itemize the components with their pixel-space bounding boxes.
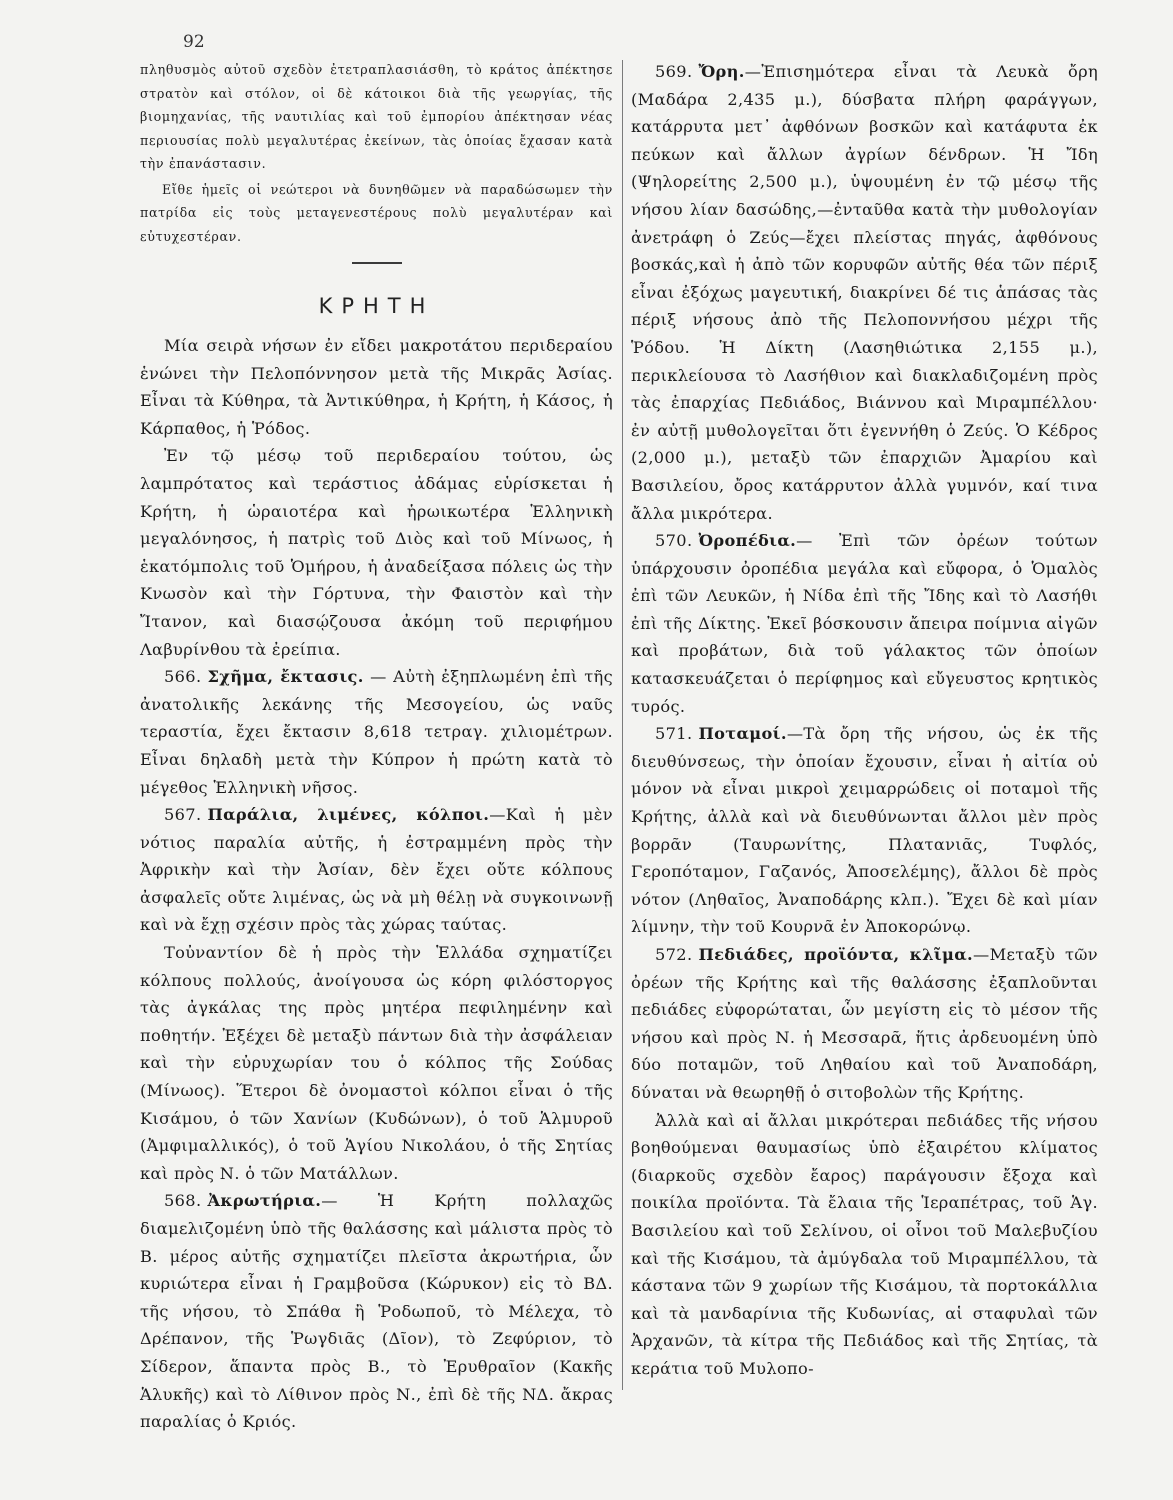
paragraph-567 — [140, 801, 613, 939]
paragraph-571 — [631, 720, 1098, 941]
paragraph-text: —Ἐπισημότερα εἶναι τὰ Λευκὰ ὄρη (Μαδάρα 2,435 μ.), δύσβατα πλήρη φαράγγων, κατάρρυτα μετ᾽ ἀφθόνων βοσκῶν καὶ κατάφυτα ἐκ πεύκων καὶ ἄλλων ἀγρίων δένδρων. Ἡ Ἴδη (Ψηλορείτης 2,500 μ.), ὑψουμένη ἐν τῷ μέσῳ τῆς νήσου λίαν δασώδης,—ἐνταῦθα κατὰ τὴν μυθολογίαν ἀνετράφη ὁ Ζεύς—ἔχει πλείστας πηγάς, ἀφθόνους βοσκάς,καὶ ἡ ἀπὸ τῶν κορυφῶν αὐτῆς θέα τῶν πέριξ εἶναι ἐξόχως μαγευτική, διακρίνει δέ τις ἁπάσας τὰς πέριξ νήσους ἀπὸ τῆς Πελοποννήσου μέχρι τῆς Ῥόδου. Ἡ Δίκτη (Λασηθιώτικα 2,155 μ.), περικλείουσα τὸ Λασήθιον καὶ διακλαδιζομένη πρὸς τὰς ἐπαρχίας Πεδιάδος, Βιάννου καὶ Μιραμπέλλου· ἐν αὐτῇ μυθολογεῖται ὅτι ἐγεννήθη ὁ Ζεύς. Ὁ Κέδρος (2,000 μ.), μεταξὺ τῶν ἐπαρχιῶν Ἀμαρίου καὶ Βασιλείου, ὄρος κατάρρυτον ἀλλὰ γυμνόν, καί τινα ἄλλα μικρότερα. — [631, 62, 1098, 523]
paragraph-text: Ἀλλὰ καὶ αἱ ἄλλαι μικρότεραι πεδιάδες τῆς νήσου βοηθούμεναι θαυμασίως ὑπὸ ἐξαιρέτου κλίματος (διαρκοῦς σχεδὸν ἔαρος) παράγουσιν ἔξοχα καὶ ποικίλα προϊόντα. Τὰ ἔλαια τῆς Ἱεραπέτρας, τοῦ Ἁγ. Βασιλείου καὶ τοῦ Σελίνου, οἱ οἶνοι τοῦ Μαλεβυζίου καὶ τῆς Κισάμου, τὰ ἀμύγδαλα τοῦ Μιραμπέλλου, τὰ κάστανα τῶν 9 χωρίων τῆς Κισάμου, τὰ πορτοκάλλια καὶ τὰ μανδαρίνια τῆς Κυδωνίας, αἱ σταφυλαὶ τῶν Ἀρχανῶν, τὰ κίτρα τῆς Πεδιάδος καὶ τῆς Σητίας, τὰ κεράτια τοῦ Μυλοπο- — [631, 1110, 1098, 1378]
column-rule — [622, 60, 623, 1390]
paragraph-heading: Ἀκρωτήρια. — [207, 1191, 322, 1211]
paragraph-heading: Πεδιάδες, προϊόντα, κλῖμα. — [698, 945, 974, 964]
paragraph-text: — Αὐτὴ ἐξηπλωμένη ἐπὶ τῆς ἀνατολικῆς λεκάνης τῆς Μεσογείου, ὡς ναῦς τεραστία, ἔχει ἔκτασιν 8,618 τετραγ. χιλιομέτρων. Εἶναι δηλαδὴ μετὰ τὴν Κύπρον ἡ πρώτη κατὰ τὸ μέγεθος Ἑλληνικὴ νῆσος. — [140, 667, 613, 797]
intro-text — [140, 58, 613, 248]
paragraph-text: — Ἐπὶ τῶν ὀρέων τούτων ὑπάρχουσιν ὀροπέδια μεγάλα καὶ εὔφορα, ὁ Ὁμαλὸς ἐπὶ τῶν Λευκῶν, ἡ Νίδα ἐπὶ τῆς Ἴδης καὶ τὸ Λασήθι ἐπὶ τῆς Δίκτης. Ἐκεῖ βόσκουσιν ἄπειρα ποίμνια αἰγῶν καὶ προβάτων, διὰ τοῦ γάλακτος τῶν ὁποίων κατασκευάζεται ὁ περίφημος καὶ εὔγευστος κρητικὸς τυρός. — [631, 531, 1098, 716]
paragraph-heading: Ὀροπέδια. — [698, 531, 797, 551]
section-divider — [352, 262, 402, 264]
paragraph-572 — [631, 941, 1098, 1107]
paragraph-text: —Τὰ ὄρη τῆς νήσου, ὡς ἐκ τῆς διευθύνσεως, τὴν ὁποίαν ἔχουσιν, εἶναι ἡ αἰτία οὐ μόνον νὰ εἶναι μικροὶ χειμαρρώδεις οἱ ποταμοὶ τῆς Κρήτης, ἀλλὰ καὶ νὰ διευθύνωνται ἄλλοι μὲν πρὸς βορρᾶν (Ταυρωνίτης, Πλατανιᾶς, Τυφλός, Γεροπόταμον, Γαζανός, Ἀποσελέμης), ἄλλοι δὲ πρὸς νότον (Ληθαῖος, Ἀναποδάρης κλπ.). Ἔχει δὲ καὶ μίαν λίμνην, τὴν τοῦ Κουρνᾶ ἐν Ἀποκορώνῳ. — [631, 724, 1098, 937]
section-heading-crete: ΚΡΗΤΗ — [318, 294, 435, 318]
right-column — [631, 58, 1098, 1383]
paragraph-text: Τοὐναντίον δὲ ἡ πρὸς τὴν Ἑλλάδα σχηματίζει κόλπους πολλούς, ἀνοίγουσα ὡς κόρη φιλόστοργος τὰς ἀγκάλας της πρὸς μητέρα πεφιλημένην καὶ ποθητήν. Ἐξέχει δὲ μεταξὺ πάντων διὰ τὴν ἀσφάλειαν καὶ τὴν εὐρυχωρίαν του ὁ κόλπος τῆς Σούδας (Μίνωος). Ἕτεροι δὲ ὀνομαστοὶ κόλποι εἶναι ὁ τῆς Κισάμου, ὁ τῶν Χανίων (Κυδώνων), ὁ τοῦ Ἁλμυροῦ (Ἀμφιμαλλικός), ὁ τοῦ Ἁγίου Νικολάου, ὁ τῆς Σητίας καὶ πρὸς Ν. ὁ τῶν Ματάλλων. — [140, 943, 613, 1183]
paragraph-text: —Μεταξὺ τῶν ὀρέων τῆς Κρήτης καὶ τῆς θαλάσσης ἐξαπλοῦνται πεδιάδες εὐφορώταται, ὧν μεγίστη εἰς τὸ μέσον τῆς νήσου καὶ πρὸς Ν. ἡ Μεσσαρᾶ, ἥτις ἀρδευομένη ὑπὸ δύο ποταμῶν, τοῦ Ληθαίου καὶ τοῦ Ἀναποδάρη, δύναται νὰ θεωρηθῇ ὁ σιτοβολὼν τῆς Κρήτης. — [631, 945, 1098, 1102]
paragraph — [140, 442, 613, 663]
right-body — [631, 58, 1098, 1383]
paragraph-heading: Ὄρη. — [698, 62, 745, 81]
paragraph-text: — Ἡ Κρήτη πολλαχῶς διαμελιζομένη ὑπὸ τῆς θαλάσσης καὶ μάλιστα πρὸς τὸ Β. μέρος αὐτῆς σχηματίζει πλεῖστα ἀκρωτήρια, ὧν κυριώτερα εἶναι ἡ Γραμβοῦσα (Κώρυκον) εἰς τὸ ΒΔ. τῆς νήσου, τὸ Σπάθα ἢ Ῥοδωποῦ, τὸ Μέλεχα, τὸ Δρέπανον, τῆς Ῥωγδιᾶς (Δῖον), τὸ Ζεφύριον, τὸ Σίδερον, ἅπαντα πρὸς Β., τὸ Ἐρυθραῖον (Κακῆς Ἁλυκῆς) καὶ τὸ Λίθινον πρὸς Ν., ἐπὶ δὲ τῆς ΝΔ. ἄκρας παραλίας ὁ Κριός. — [140, 1191, 613, 1432]
paragraph-text: —Καὶ ἡ μὲν νότιος παραλία αὐτῆς, ἡ ἐστραμμένη πρὸς τὴν Ἀφρικὴν καὶ τὴν Ἀσίαν, δὲν ἔχει οὔτε κόλπους ἀσφαλεῖς οὔτε λιμένας, ὡς νὰ μὴ θέλῃ νὰ συγκοινωνῇ καὶ νὰ ἔχῃ σχέσιν πρὸς τὰς χώρας ταύτας. — [140, 805, 613, 935]
paragraph-number: 569. — [655, 62, 693, 81]
paragraph-number: 567. — [164, 805, 202, 825]
paragraph-570 — [631, 527, 1098, 720]
paragraph — [631, 1107, 1098, 1383]
paragraph-heading: Ποταμοί. — [698, 724, 787, 744]
intro-paragraph: πληθυσμὸς αὐτοῦ σχεδὸν ἐτετραπλασιάσθη, τὸ κράτος ἀπέκτησε στρατὸν καὶ στόλον, οἱ δὲ κάτοικοι διὰ τῆς γεωργίας, τῆς βιομηχανίας, τῆς ναυτιλίας καὶ τοῦ ἐμπορίου ἀπέκτησαν νέας περιουσίας πολὺ μεγαλυτέρας ἐκείνων, τὰς ὁποίας ἔχασαν κατὰ τὴν ἐπανάστασιν. — [140, 62, 613, 171]
paragraph-569 — [631, 58, 1098, 527]
paragraph-number: 568. — [164, 1191, 202, 1211]
paragraph-number: 571. — [655, 724, 693, 744]
paragraph-number: 566. — [164, 667, 202, 687]
paragraph-heading: Σχῆμα, ἔκτασις. — [207, 667, 364, 687]
left-column — [140, 58, 613, 1436]
paragraph-number: 572. — [655, 945, 693, 964]
intro-paragraph: Εἴθε ἡμεῖς οἱ νεώτεροι νὰ δυνηθῶμεν νὰ παραδώσωμεν τὴν πατρίδα εἰς τοὺς μεταγενεστέρους πολὺ μεγαλυτέραν καὶ εὐτυχεστέραν. — [140, 181, 613, 244]
paragraph-text: Μία σειρὰ νήσων ἐν εἴδει μακροτάτου περιδεραίου ἑνώνει τὴν Πελοπόννησον μετὰ τῆς Μικρᾶς Ἀσίας. Εἶναι τὰ Κύθηρα, τὰ Ἀντικύθηρα, ἡ Κρήτη, ἡ Κάσος, ἡ Κάρπαθος, ἡ Ῥόδος. — [140, 336, 613, 438]
paragraph-heading: Παράλια, λιμένες, κόλποι. — [207, 805, 490, 825]
paragraph — [140, 939, 613, 1187]
left-body — [140, 332, 613, 1436]
paragraph-text: Ἐν τῷ μέσῳ τοῦ περιδεραίου τούτου, ὡς λαμπρότατος καὶ τεράστιος ἀδάμας εὑρίσκεται ἡ Κρήτη, ἡ ὡραιοτέρα καὶ ἡρωικωτέρα Ἑλληνικὴ μεγαλόνησος, ἡ πατρὶς τοῦ Διὸς καὶ τοῦ Μίνωος, ἡ ἑκατόμπολις τοῦ Ὁμήρου, ἡ ἀναδείξασα πόλεις ὡς τὴν Κνωσὸν καὶ τὴν Γόρτυνα, τὴν Φαιστὸν καὶ τὴν Ἴτανον, καὶ διασῴζουσα ἀκόμη τοῦ περιφήμου Λαβυρίνθου τὰ ἐρείπια. — [140, 446, 613, 659]
paragraph — [140, 332, 613, 442]
paragraph-568 — [140, 1187, 613, 1435]
page-number: 92 — [183, 32, 205, 52]
paragraph-566 — [140, 663, 613, 801]
paragraph-number: 570. — [655, 531, 693, 551]
